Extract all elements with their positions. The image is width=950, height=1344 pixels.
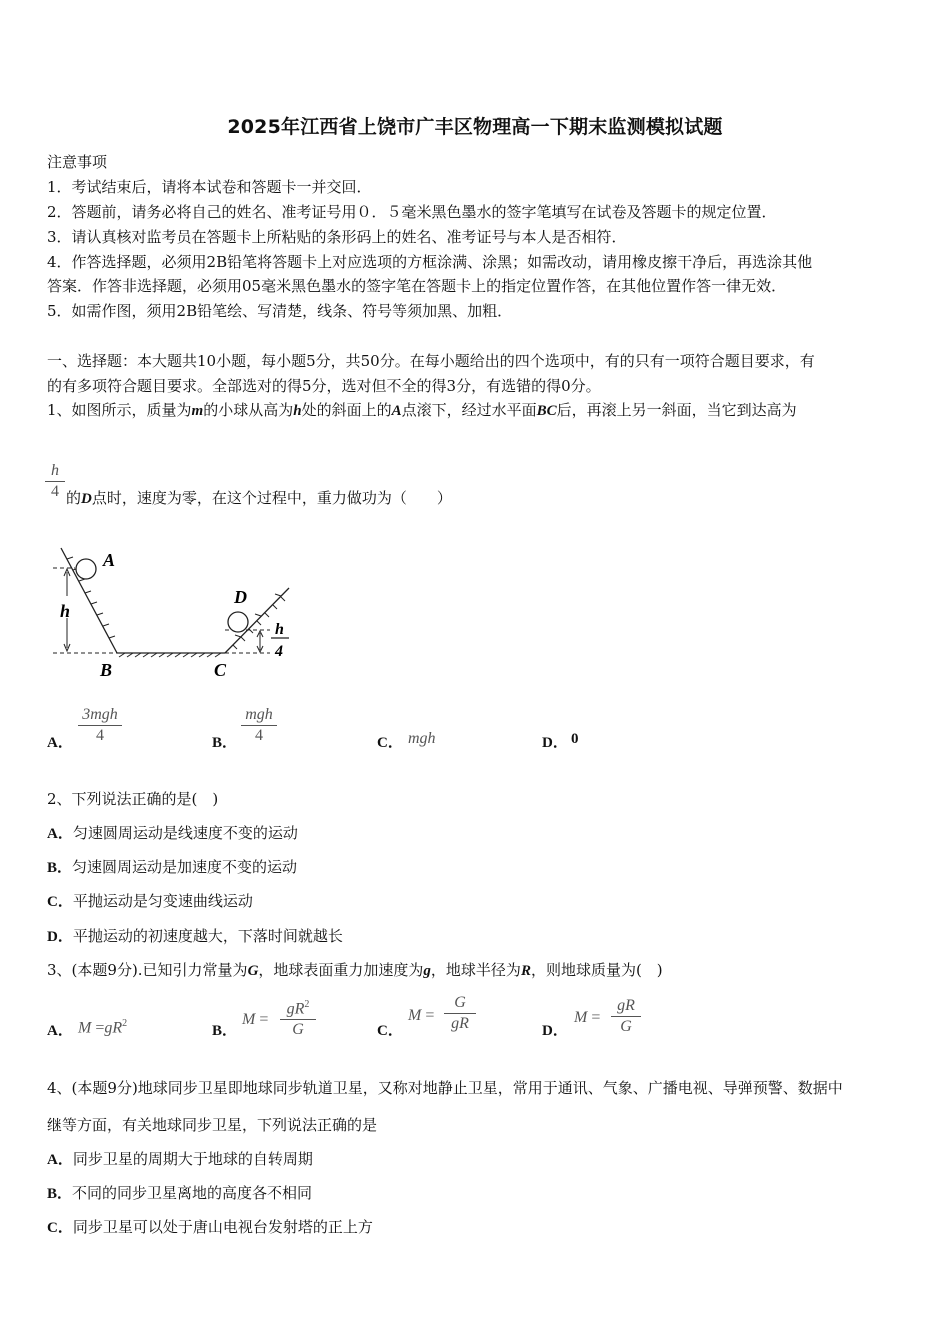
q2-option-c[interactable] [47,889,253,914]
label-h4-den: 4 [275,643,283,660]
q3-stem [47,958,663,983]
fraction-numerator: h [51,462,59,479]
fraction-bar [444,1013,476,1014]
q1-height-fraction [45,462,65,501]
option-text: 匀速圆周运动是线速度不变的运动 [72,824,298,842]
label-h4-num: h [275,621,284,638]
fraction-bar [241,725,277,726]
notice-heading: 注意事项 [47,153,108,171]
page-title: 2025年江西省上饶市广丰区物理高一下期末监测模拟试题 [227,116,723,138]
notice-item: 3．请认真核对监考员在答题卡上所粘贴的条形码上的姓名、准考证号与本人是否相符． [47,228,627,246]
q1-option-b-fraction[interactable] [241,706,277,745]
q1-var-BC: BC [536,403,557,419]
option-label: C． [47,1220,73,1236]
q3-option-b-fraction[interactable] [280,999,316,1039]
q2-option-a[interactable] [47,821,298,846]
q1-text: 后，再滚上另一斜面，当它到达高为 [556,401,797,419]
option-label: B． [47,860,73,876]
formula-eq: = [95,1019,105,1037]
label-A: A [103,550,116,570]
formula-exponent: 2 [122,1018,128,1029]
q1-option-a-fraction[interactable] [78,706,122,745]
q2-option-d[interactable] [47,924,343,949]
q3-option-c-fraction[interactable] [444,994,476,1033]
ball-A [76,559,96,579]
q1-option-d-label[interactable]: D． [542,735,568,751]
q1-stem [47,398,797,423]
notice-item: 1．考试结束后，请将本试卷和答题卡一并交回． [47,178,372,196]
option-text: 平抛运动的初速度越大，下落时间就越长 [72,927,343,945]
option-label: B． [47,1186,73,1202]
fraction-numerator: G [454,994,466,1011]
q1-option-c-value[interactable]: mgh [408,730,436,747]
fraction-bar [611,1016,641,1017]
q2-option-b[interactable] [47,855,297,880]
fraction-bar [78,725,122,726]
option-text: 同步卫星的周期大于地球的自转周期 [72,1150,313,1168]
q1-stem-cont [66,486,452,511]
q3-text: ，地球半径为 [430,961,521,979]
q1-option-a-label[interactable]: A． [47,735,73,751]
formula-lhs: M [242,1011,256,1028]
q3-option-d-fraction[interactable] [611,997,641,1036]
formula-eq: = [259,1011,269,1028]
option-text: 同步卫星可以处于唐山电视台发射塔的正上方 [72,1218,373,1236]
fraction-numerator: mgh [245,706,273,723]
fraction-denominator: G [292,1021,304,1039]
fraction-denominator: 4 [96,727,104,744]
section-line: 的有多项符合题目要求。全部选对的得5分，选对但不全的得3分，有选错的得0分。 [47,377,601,395]
label-B: B [100,660,113,680]
q4-option-c[interactable] [47,1215,373,1240]
q3-option-c-label[interactable]: C． [377,1023,403,1039]
fraction-bar [280,1019,316,1020]
fraction-denominator: gR [451,1015,469,1032]
notice-item: 答案．作答非选择题，必须用05毫米黑色墨水的签字笔在答题卡上的指定位置作答，在其他位置作答一律无效． [47,277,787,295]
notice-item: 4．作答选择题，必须用2B铅笔将答题卡上对应选项的方框涂满、涂黑；如需改动，请用橡皮擦干净后，再选涂其他 [47,253,813,271]
label-D: D [234,587,247,607]
q1-var-h: h [293,403,302,419]
fraction-denominator: 4 [255,727,263,744]
formula-lhs: M [574,1009,588,1026]
q3-option-b-label[interactable]: B． [212,1023,238,1039]
option-label: A． [47,1152,73,1168]
fraction-denominator: 4 [51,483,59,500]
q1-text: 点时，速度为零，在这个过程中，重力做功为（ ） [91,489,452,507]
q3-option-d-lhs[interactable] [574,1009,600,1027]
q2-stem: 2、下列说法正确的是( ) [47,790,219,808]
q3-var-g: g [423,963,431,979]
q1-text: 点滚下，经过水平面 [401,401,537,419]
q1-var-D: D [81,491,92,507]
option-text: 匀速圆周运动是加速度不变的运动 [72,858,298,876]
option-label: D． [47,929,73,945]
option-label: C． [47,894,73,910]
q4-option-b[interactable] [47,1181,312,1206]
q3-option-d-label[interactable]: D． [542,1023,568,1039]
q1-option-d-value[interactable]: 0 [571,731,579,747]
option-text: 平抛运动是匀变速曲线运动 [72,892,253,910]
q3-text: 3、(本题9分).已知引力常量为 [47,961,248,979]
formula-rhs: gR [104,1019,123,1037]
notice-item: 2．答题前，请务必将自己的姓名、准考证号用０．５毫米黑色墨水的签字笔填写在试卷及答题卡的规定位置． [47,203,777,221]
q1-var-A: A [391,403,402,419]
q1-figure [45,540,295,680]
q4-option-a[interactable] [47,1147,313,1172]
option-text: 不同的同步卫星离地的高度各不相同 [72,1184,313,1202]
notice-item: 5．如需作图，须用2B铅笔绘、写清楚，线条、符号等须加黑、加粗． [47,302,513,320]
q1-option-b-label[interactable]: B． [212,735,238,751]
fraction-numerator: gR [617,997,635,1014]
formula-exponent: 2 [304,999,310,1010]
q1-text: 的小球从高为 [203,401,294,419]
fraction-numerator [280,999,316,1018]
q3-option-a-formula[interactable] [78,1018,127,1037]
q1-option-c-label[interactable]: C． [377,735,403,751]
numerator-base: gR [286,1000,305,1018]
section-line: 一、选择题：本大题共10小题，每小题5分，共50分。在每小题给出的四个选项中，有的只有一项符合题目要求，有 [47,352,815,370]
q1-var-m: m [191,403,204,419]
q4-stem-line: 继等方面，有关地球同步卫星，下列说法正确的是 [47,1116,378,1134]
q1-text: 1、如图所示，质量为 [47,401,192,419]
q3-var-R: R [520,963,531,979]
q3-text: ，则地球质量为( ) [530,961,663,979]
q3-option-c-lhs[interactable] [408,1007,434,1025]
fraction-denominator: G [620,1018,632,1035]
option-label: A． [47,826,73,842]
formula-lhs: M [408,1007,422,1024]
q3-option-a-label[interactable]: A． [47,1023,73,1039]
fraction-bar [45,481,65,482]
label-C: C [214,660,227,680]
q3-option-b-lhs[interactable] [242,1011,268,1029]
q3-text: ，地球表面重力加速度为 [258,961,424,979]
label-h: h [60,601,71,621]
formula-eq: = [591,1009,601,1026]
q1-text: 处的斜面上的 [301,401,392,419]
q4-stem-line: 4、(本题9分)地球同步卫星即地球同步轨道卫星，又称对地静止卫星，常用于通讯、气象、广播电视、导弹预警、数据中 [47,1079,843,1097]
q1-text: 的 [66,489,82,507]
formula-eq: = [425,1007,435,1024]
ball-D [228,612,248,632]
q3-var-G: G [247,963,259,979]
fraction-numerator: 3mgh [82,706,118,723]
formula-lhs: M [78,1019,92,1037]
